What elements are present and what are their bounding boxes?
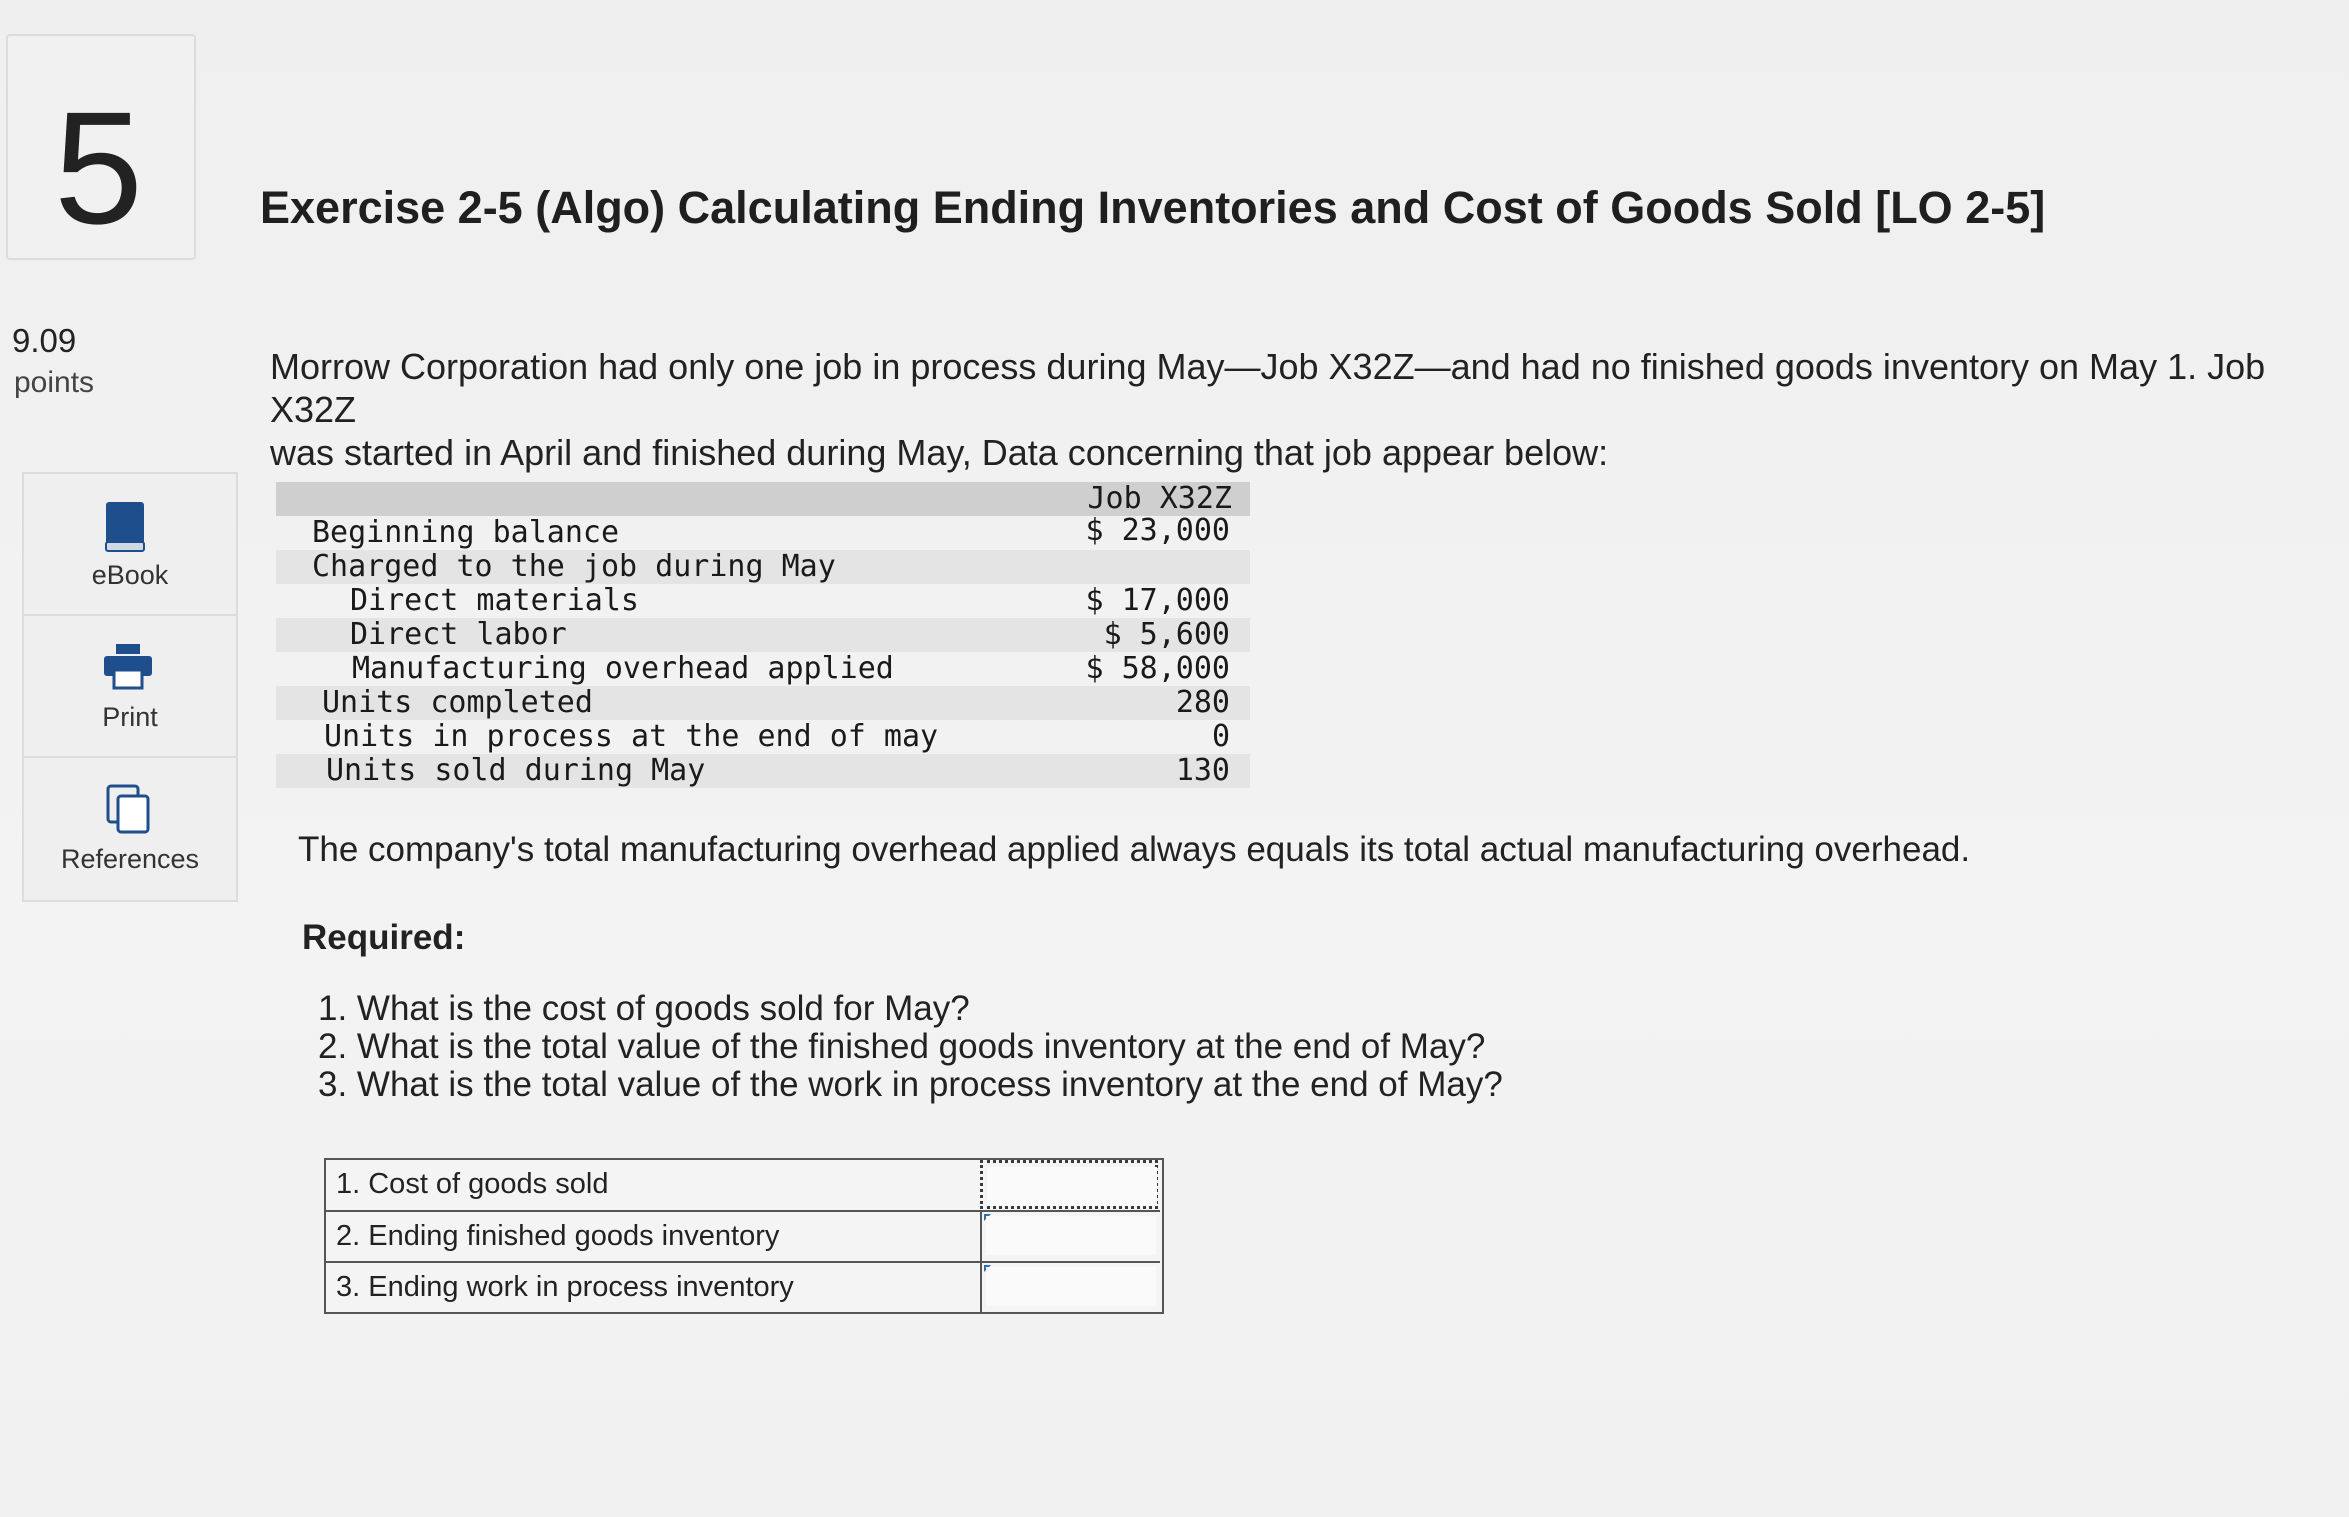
row-value: 130 [1175,753,1230,788]
column-header: Job X32Z [1087,481,1232,516]
finished-goods-input[interactable] [986,1216,1156,1255]
row-label: Direct materials [350,583,639,618]
answer-label: 1. Cost of goods sold [336,1168,609,1200]
intro-line: was started in April and finished during May, Data concerning that job appear below: [270,432,1609,473]
finished-goods-cell[interactable] [980,1212,1160,1261]
printer-icon [102,642,154,692]
row-value: $ 23,000 [1085,513,1230,548]
question-number-box [6,34,196,260]
row-value: $ 5,600 [1103,617,1230,652]
answer-label: 3. Ending work in process inventory [336,1271,794,1303]
table-row [276,584,1250,618]
table-row [276,754,1250,788]
required-item: 1. What is the cost of goods sold for May? [318,989,970,1028]
required-item: 3. What is the total value of the work in process inventory at the end of May? [318,1065,1503,1104]
table-row [276,550,1250,584]
sidebar-item-label: eBook [91,560,169,590]
answer-table [324,1158,1164,1314]
table-row [276,618,1250,652]
answer-row [326,1210,1160,1261]
cost-of-goods-sold-input[interactable] [987,1167,1157,1206]
book-icon [100,500,150,554]
row-label: Beginning balance [312,515,620,550]
sidebar-item-ebook[interactable] [24,474,236,614]
sidebar-item-references[interactable] [24,756,236,898]
table-row [276,720,1250,754]
sidebar-item-label: References [60,844,200,874]
row-label: Direct labor [350,617,567,652]
cost-of-goods-sold-cell[interactable] [980,1160,1158,1209]
overhead-statement: The company's total manufacturing overhead applied always equals its total actual manufacturing overhead. [298,830,1971,869]
required-list [318,990,1503,1104]
intro-line: Morrow Corporation had only one job in process during May—Job X32Z—and had no finished goods inventory on May 1. Job X32Z [270,346,2266,430]
row-value: 0 [1211,719,1230,754]
resource-sidebar [22,472,238,902]
sidebar-item-print[interactable] [24,614,236,756]
table-header [276,482,1250,516]
row-label: Units sold during May [326,753,706,788]
row-value: $ 17,000 [1085,583,1230,618]
row-label: Units in process at the end of may [324,719,939,754]
sidebar-item-label: Print [102,702,158,732]
copy-icon [104,782,154,836]
intro-paragraph [270,345,2340,474]
answer-label: 2. Ending finished goods inventory [336,1220,780,1252]
table-row [276,513,1250,550]
row-value: $ 58,000 [1085,651,1230,686]
row-value: 280 [1175,685,1230,720]
required-item: 2. What is the total value of the finished goods inventory at the end of May? [318,1027,1486,1066]
points-value: 9.09 [12,322,77,359]
table-row [276,652,1250,686]
row-label: Manufacturing overhead applied [352,651,894,686]
work-in-process-input[interactable] [986,1267,1156,1306]
answer-row [326,1261,1160,1312]
row-label: Units completed [322,685,593,720]
points-label: points [14,366,95,399]
exercise-title: Exercise 2-5 (Algo) Calculating Ending Inventories and Cost of Goods Sold [LO 2-5] [260,182,2046,233]
row-label: Charged to the job during May [312,549,836,584]
table-row [276,686,1250,720]
required-heading: Required: [302,918,466,957]
question-number: 5 [54,78,143,257]
answer-row [326,1160,1160,1209]
work-in-process-cell[interactable] [980,1263,1160,1312]
